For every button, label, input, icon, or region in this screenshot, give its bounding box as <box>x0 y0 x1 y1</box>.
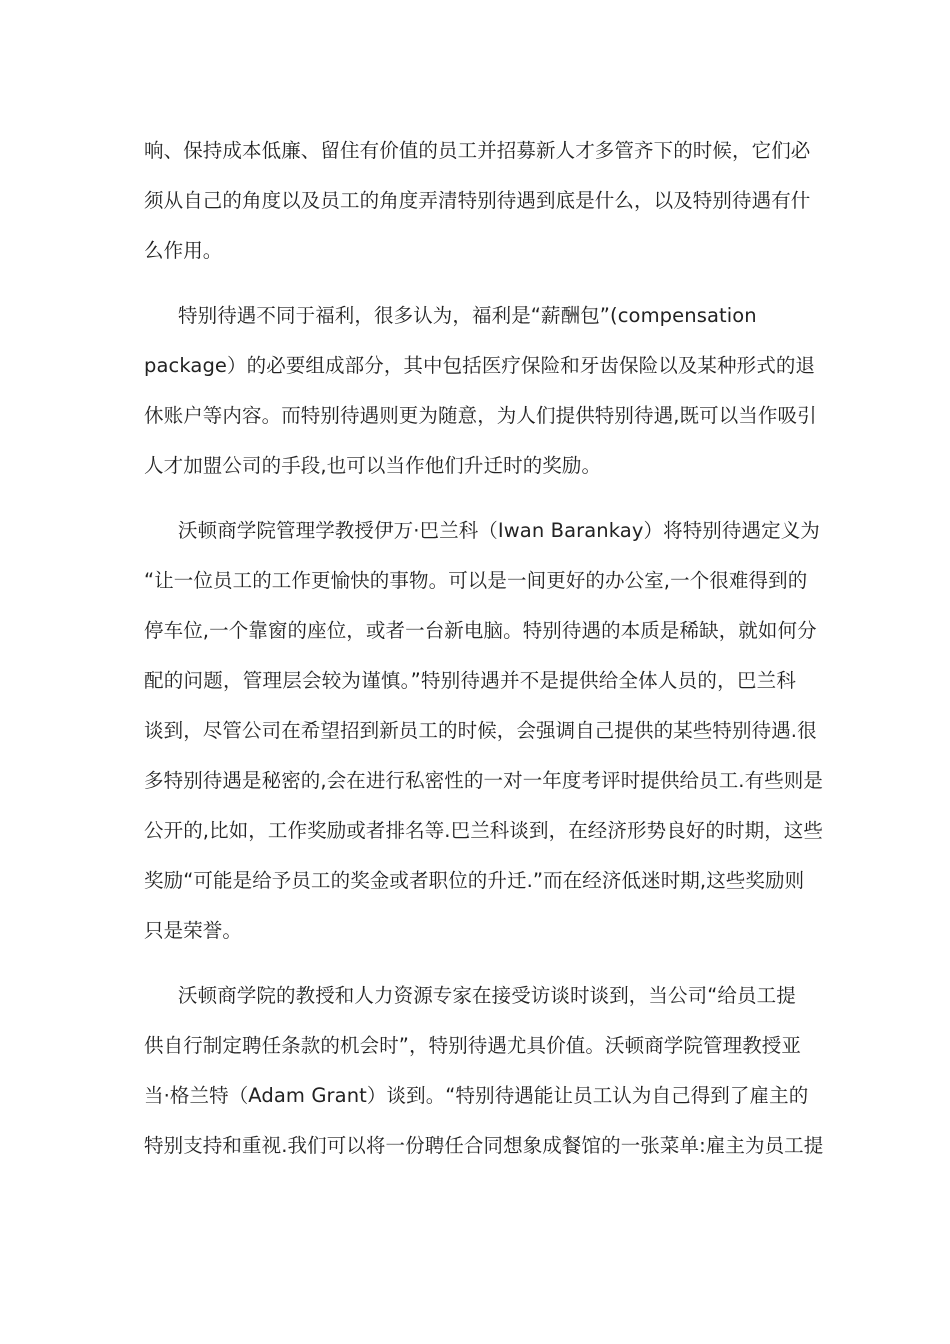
text-line: 谈到，尽管公司在希望招到新员工的时候，会强调自己提供的某些特别待遇.很 <box>144 719 817 742</box>
text-line: 沃顿商学院的教授和人力资源专家在接受访谈时谈到，当公司“给员工提 <box>178 984 796 1007</box>
paragraph-2 <box>144 293 817 493</box>
text-line: 特别支持和重视.我们可以将一份聘任合同想象成餐馆的一张菜单:雇主为员工提 <box>144 1134 824 1157</box>
text-line: 公开的,比如，工作奖励或者排名等.巴兰科谈到，在经济形势良好的时期，这些 <box>144 819 823 842</box>
text-line: “让一位员工的工作更愉快的事物。可以是一间更好的办公室,一个很难得到的 <box>144 569 808 592</box>
paragraph-3 <box>144 508 823 958</box>
text-line: 须从自己的角度以及员工的角度弄清特别待遇到底是什么，以及特别待遇有什 <box>144 189 811 212</box>
text-line: 当·格兰特（Adam Grant）谈到。“特别待遇能让员工认为自己得到了雇主的 <box>144 1084 809 1107</box>
paragraph-4 <box>144 973 824 1173</box>
text-line: 只是荣誉。 <box>144 919 243 942</box>
text-line: 多特别待遇是秘密的,会在进行私密性的一对一年度考评时提供给员工.有些则是 <box>144 769 823 792</box>
document-body <box>144 128 824 1188</box>
text-line: 休账户等内容。而特别待遇则更为随意，为人们提供特别待遇,既可以当作吸引 <box>144 404 817 427</box>
text-line: 奖励“可能是给予员工的奖金或者职位的升迁.”而在经济低迷时期,这些奖励则 <box>144 869 805 892</box>
text-line: 配的问题，管理层会较为谨慎。”特别待遇并不是提供给全体人员的，巴兰科 <box>144 669 796 692</box>
text-line: 么作用。 <box>144 239 223 262</box>
text-line: 人才加盟公司的手段,也可以当作他们升迁时的奖励。 <box>144 454 602 477</box>
text-line: 响、保持成本低廉、留住有价值的员工并招募新人才多管齐下的时候，它们必 <box>144 139 811 162</box>
text-line: 供自行制定聘任条款的机会时”，特别待遇尤具价值。沃顿商学院管理教授亚 <box>144 1034 802 1057</box>
text-line: package）的必要组成部分，其中包括医疗保险和牙齿保险以及某种形式的退 <box>144 354 816 377</box>
text-line: 沃顿商学院管理学教授伊万·巴兰科（Iwan Barankay）将特别待遇定义为 <box>178 519 820 542</box>
text-line: 特别待遇不同于福利，很多认为，福利是“薪酬包”(compensation <box>178 304 757 327</box>
paragraph-1 <box>144 128 811 278</box>
text-line: 停车位,一个靠窗的座位，或者一台新电脑。特别待遇的本质是稀缺，就如何分 <box>144 619 817 642</box>
